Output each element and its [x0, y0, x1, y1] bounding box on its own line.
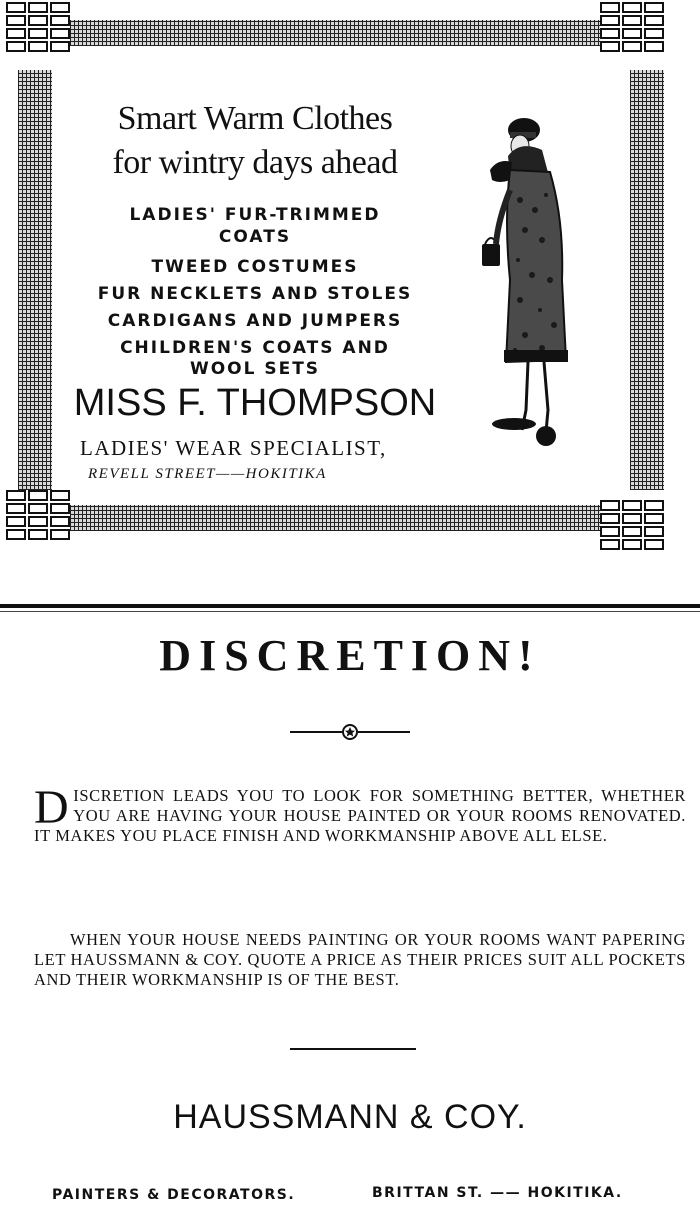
item-line: FUR NECKLETS AND STOLES	[97, 284, 413, 304]
paragraph-painting	[34, 930, 686, 990]
border-top	[70, 20, 600, 46]
woman-in-coat-illustration	[480, 110, 590, 460]
merchant-specialty: LADIES' WEAR SPECIALIST,	[80, 436, 387, 460]
corner-ornament	[600, 2, 664, 52]
item-line: CARDIGANS AND JUMPERS	[107, 311, 403, 331]
item-line: TWEED COSTUMES	[151, 257, 359, 277]
merchant-address: REVELL STREET——HOKITIKA	[88, 466, 327, 482]
ornament-divider	[290, 722, 410, 742]
paragraph-text: WHEN YOUR HOUSE NEEDS PAINTING OR YOUR ROOMS WANT PAPERING LET HAUSSMANN & COY. QUOTE A PRICE AS THEIR PRICES SUIT ALL POCKETS AND THEIR WORKMANSHIP IS OF THE BEST.	[34, 930, 686, 989]
headline-line-2: for wintry days ahead	[112, 144, 398, 181]
ad-title: DISCRETION!	[159, 631, 541, 680]
short-divider	[290, 1048, 416, 1050]
border-left	[18, 70, 52, 490]
item-line: COATS	[218, 227, 292, 247]
section-divider	[0, 604, 700, 608]
headline-line-1: Smart Warm Clothes	[117, 100, 393, 137]
item-line: WOOL SETS	[189, 359, 321, 379]
firm-address: BRITTAN ST. —— HOKITIKA.	[372, 1185, 623, 1201]
paragraph-discretion	[34, 781, 686, 846]
paragraph-text: ISCRETION LEADS YOU TO LOOK FOR SOMETHING BETTER, WHETHER YOU ARE HAVING YOUR HOUSE PAINTED OR YOUR ROOMS RENOVATED. IT MAKES YOU PLACE FINISH AND WORKMANSHIP ABOVE ALL ELSE.	[34, 786, 686, 845]
corner-ornament	[6, 490, 70, 540]
drop-cap: D	[34, 781, 70, 834]
merchant-name: MISS F. THOMPSON	[73, 382, 437, 424]
firm-trade: PAINTERS & DECORATORS.	[52, 1187, 296, 1203]
border-right	[630, 70, 664, 490]
section-divider	[0, 611, 700, 612]
corner-ornament	[6, 2, 70, 52]
firm-name: HAUSSMANN & COY.	[173, 1098, 527, 1136]
border-bottom	[70, 505, 600, 531]
corner-ornament	[600, 500, 664, 550]
item-line: CHILDREN'S COATS AND	[120, 338, 390, 358]
item-line: LADIES' FUR-TRIMMED	[129, 205, 381, 225]
